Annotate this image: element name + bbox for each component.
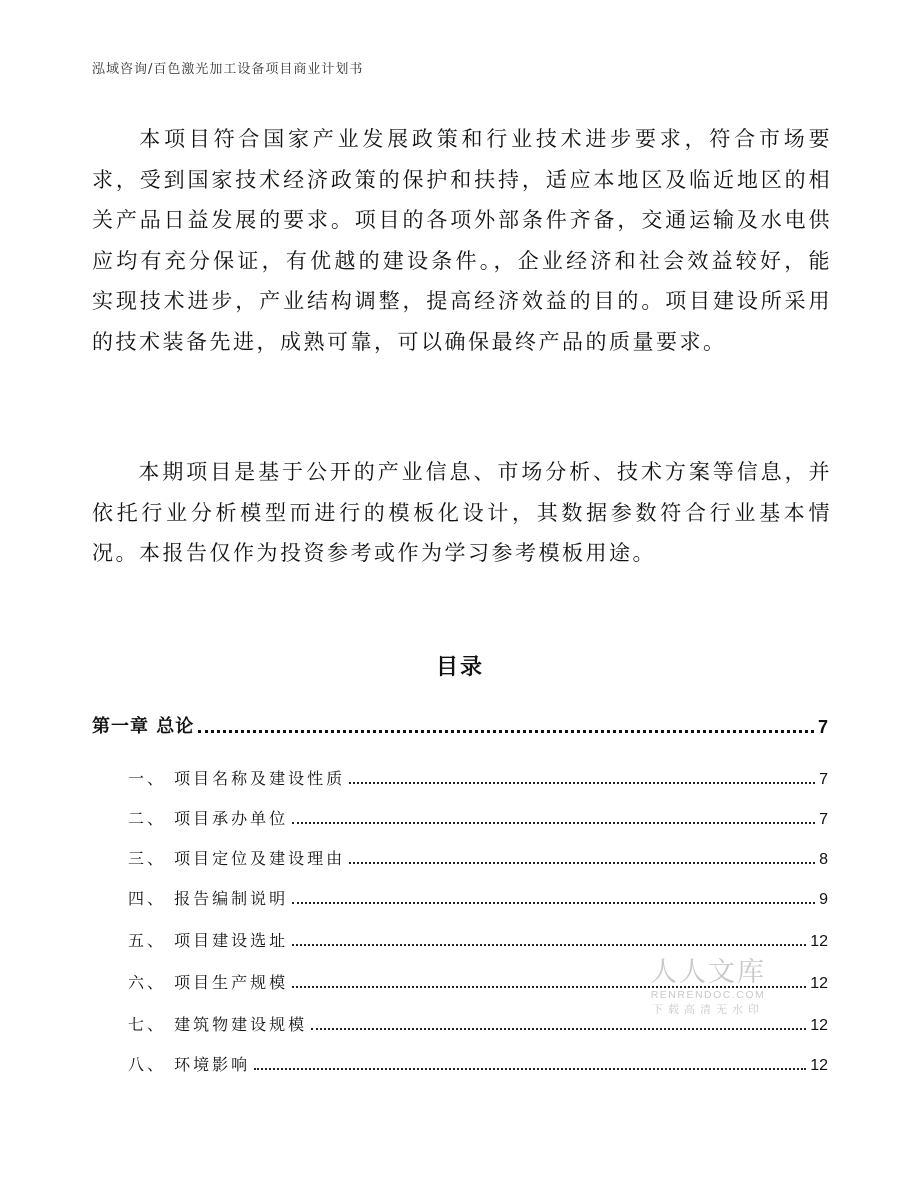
toc-page-number: 7 bbox=[817, 717, 828, 737]
toc-page-number: 12 bbox=[810, 933, 828, 950]
toc-page-number: 12 bbox=[810, 975, 828, 992]
toc-page-number: 12 bbox=[810, 1017, 828, 1034]
toc-page-number: 7 bbox=[819, 811, 828, 828]
toc-chapter-label: 第一章 总论 bbox=[92, 716, 195, 737]
watermark-subtitle: 下载高清无水印 bbox=[652, 1003, 764, 1016]
toc-item[interactable] bbox=[128, 1052, 828, 1075]
toc-page-number: 8 bbox=[819, 851, 828, 868]
paragraph-text: 本项目符合国家产业发展政策和行业技术进步要求，符合市场要求，受到国家技术经济政策的保护和扶持，适应本地区及临近地区的相关产品日益发展的要求。项目的各项外部条件齐备，交通运输及水电供应均有充分保证，有优越的建设条件。，企业经济和社会效益较好，能实现技术进步，产业结构调整，提高经济效益的目的。项目建设所采用的技术装备先进，成熟可靠，可以确保最终产品的质量要求。 bbox=[92, 127, 832, 354]
paragraph-text: 本期项目是基于公开的产业信息、市场分析、技术方案等信息，并依托行业分析模型而进行的模板化设计，其数据参数符合行业基本情况。本报告仅作为投资参考或作为学习参考模板用途。 bbox=[92, 460, 832, 565]
toc-leader-dots bbox=[311, 1028, 806, 1030]
toc-item[interactable] bbox=[128, 928, 828, 951]
toc-page-number: 12 bbox=[810, 1057, 828, 1074]
toc-leader-dots bbox=[349, 862, 815, 864]
toc-leader-dots bbox=[292, 822, 815, 824]
toc-chapter-1[interactable] bbox=[92, 712, 828, 738]
toc-leader-dots bbox=[292, 902, 815, 904]
toc-page-number: 7 bbox=[819, 771, 828, 788]
intro-paragraph-2 bbox=[92, 452, 832, 574]
toc-leader-dots bbox=[254, 1068, 806, 1070]
toc-item[interactable] bbox=[128, 886, 828, 909]
toc-item-label: 五、 项目建设选址 bbox=[128, 931, 289, 950]
toc-item[interactable] bbox=[128, 766, 828, 789]
watermark-logo bbox=[648, 958, 768, 1018]
watermark-url: RENRENDOC.COM bbox=[650, 989, 766, 1001]
toc-item[interactable] bbox=[128, 806, 828, 829]
toc-item-label: 一、 项目名称及建设性质 bbox=[128, 769, 346, 788]
toc-item-label: 六、 项目生产规模 bbox=[128, 973, 289, 992]
toc-item-label: 八、 环境影响 bbox=[128, 1055, 251, 1074]
toc-title: 目录 bbox=[435, 655, 484, 680]
watermark-title: 人人文库 bbox=[650, 957, 766, 988]
toc-item-label: 三、 项目定位及建设理由 bbox=[128, 849, 346, 868]
toc-item-label: 二、 项目承办单位 bbox=[128, 809, 289, 828]
toc-leader-dots bbox=[292, 944, 806, 946]
document-header: 泓域咨询/百色激光加工设备项目商业计划书 bbox=[92, 62, 364, 77]
toc-item[interactable] bbox=[128, 846, 828, 869]
toc-leader-dots bbox=[198, 730, 814, 733]
toc-item-label: 七、 建筑物建设规模 bbox=[128, 1015, 308, 1034]
toc-item-label: 四、 报告编制说明 bbox=[128, 889, 289, 908]
toc-page-number: 9 bbox=[819, 891, 828, 908]
intro-paragraph-1 bbox=[92, 119, 832, 362]
toc-leader-dots bbox=[349, 782, 815, 784]
